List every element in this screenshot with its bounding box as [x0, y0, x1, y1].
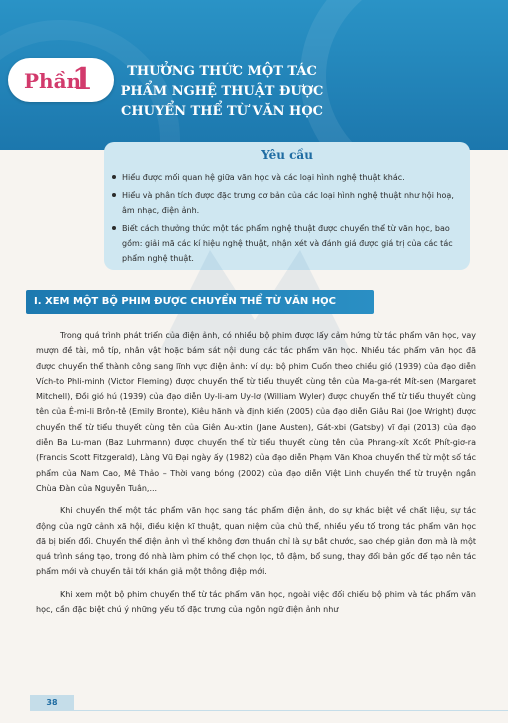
- paragraph: Trong quá trình phát triển của điện ảnh, có nhiều bộ phim được lấy cảm hứng từ tác phẩm văn học, vay mượn đề tài, mô típ, nhân vật hoặc bám sát nội dung các tác phẩm văn học. Nhiều tác phẩm văn học đã được chuyển thể thành công sang lĩnh vực điện ảnh: ví dụ: bộ phim Cuốn theo chiều gió (1939) của đạo diễn Vích-to Phli-minh (Victor Fleming) được chuyển thể từ tiểu thuyết cùng tên của Ma-ga-rét Mít-sen (Margaret Mitchell), Đồi gió hú (1939) của đạo diễn Uy-li-am Uy-lơ (William Wyler) được chuyển thể từ tiểu thuyết cùng tên của Ê-mi-li Brôn-tê (Emily Bronte), Kiêu hãnh và định kiến (2005) của đạo diễn Giâu Rai (Joe Wright) được chuyển thể từ tiểu thuyết cùng tên của Giên Au-xtin (Jane Austen), Gát-xbi (Gatsby) vĩ đại (2013) của đạo diễn Ba Lu-man (Baz Luhrmann) được chuyển thể từ tiểu thuyết cùng tên của Phrang-xít Xcốt Phít-giơ-ra (Francis Scott Fitzgerald), Làng Vũ Đại ngày ấy (1982) của đạo diễn Phạm Văn Khoa chuyển thể từ một số tác phẩm của Nam Cao, Mê Thảo – Thời vang bóng (2002) của đạo diễn Việt Linh chuyển thể từ truyện ngắn Chùa Đàn của Nguyễn Tuân,...: [36, 331, 476, 493]
- footer-divider: [74, 710, 508, 711]
- requirement-text: Biết cách thưởng thức một tác phẩm nghệ thuật được chuyển thể từ văn học, bao gồm: giải mã các kí hiệu nghệ thuật, nhận xét và đánh giá được giá trị của các tác phẩm nghệ thuật.: [122, 224, 453, 263]
- requirement-item: [112, 188, 462, 218]
- paragraph: Khi chuyển thể một tác phẩm văn học sang tác phẩm điện ảnh, do sự khác biệt về chất liệu, sự tác động của ngữ cảnh xã hội, điều kiện kĩ thuật, quan niệm của chủ thể, nhiều yếu tố trong tác phẩm văn học đã bị biến đổi. Chuyển thể điện ảnh vì thế không đơn thuần chỉ là sự bắt chước, sao chép giản đơn mà là một quá trình sáng tạo, trong đó nhà làm phim có thể chọn lọc, tô đậm, bổ sung, thay đổi bản gốc để tạo nên tác phẩm mới và chuyển tải tới khán giả một thông điệp mới.: [36, 506, 476, 577]
- part-number: 1: [72, 62, 93, 97]
- requirement-text: Hiểu và phân tích được đặc trưng cơ bản của các loại hình nghệ thuật như hội hoạ, âm nhạc, điện ảnh.: [122, 191, 454, 215]
- requirements-title: Yêu cầu: [261, 148, 313, 162]
- bullet-icon: [112, 226, 116, 230]
- requirement-text: Hiểu được mối quan hệ giữa văn học và các loại hình nghệ thuật khác.: [122, 173, 405, 182]
- decorative-swirl: [300, 0, 508, 150]
- body-text: [36, 328, 476, 624]
- requirement-item: [112, 170, 462, 185]
- bullet-icon: [112, 193, 116, 197]
- section-title: I. XEM MỘT BỘ PHIM ĐƯỢC CHUYỂN THỂ TỪ VĂN HỌC: [34, 296, 336, 307]
- paragraph: Khi xem một bộ phim chuyển thể từ tác phẩm văn học, ngoài việc đối chiếu bộ phim và tác phẩm văn học, cần đặc biệt chú ý những yếu tố đặc trưng của ngôn ngữ điện ảnh như: [36, 589, 476, 615]
- part-label: Phần: [24, 69, 82, 93]
- bullet-icon: [112, 175, 116, 179]
- chapter-title: THƯỞNG THỨC MỘT TÁC PHẨM NGHỆ THUẬT ĐƯỢC CHUYỂN THỂ TỪ VĂN HỌC: [120, 64, 324, 119]
- page-number: 38: [30, 695, 74, 711]
